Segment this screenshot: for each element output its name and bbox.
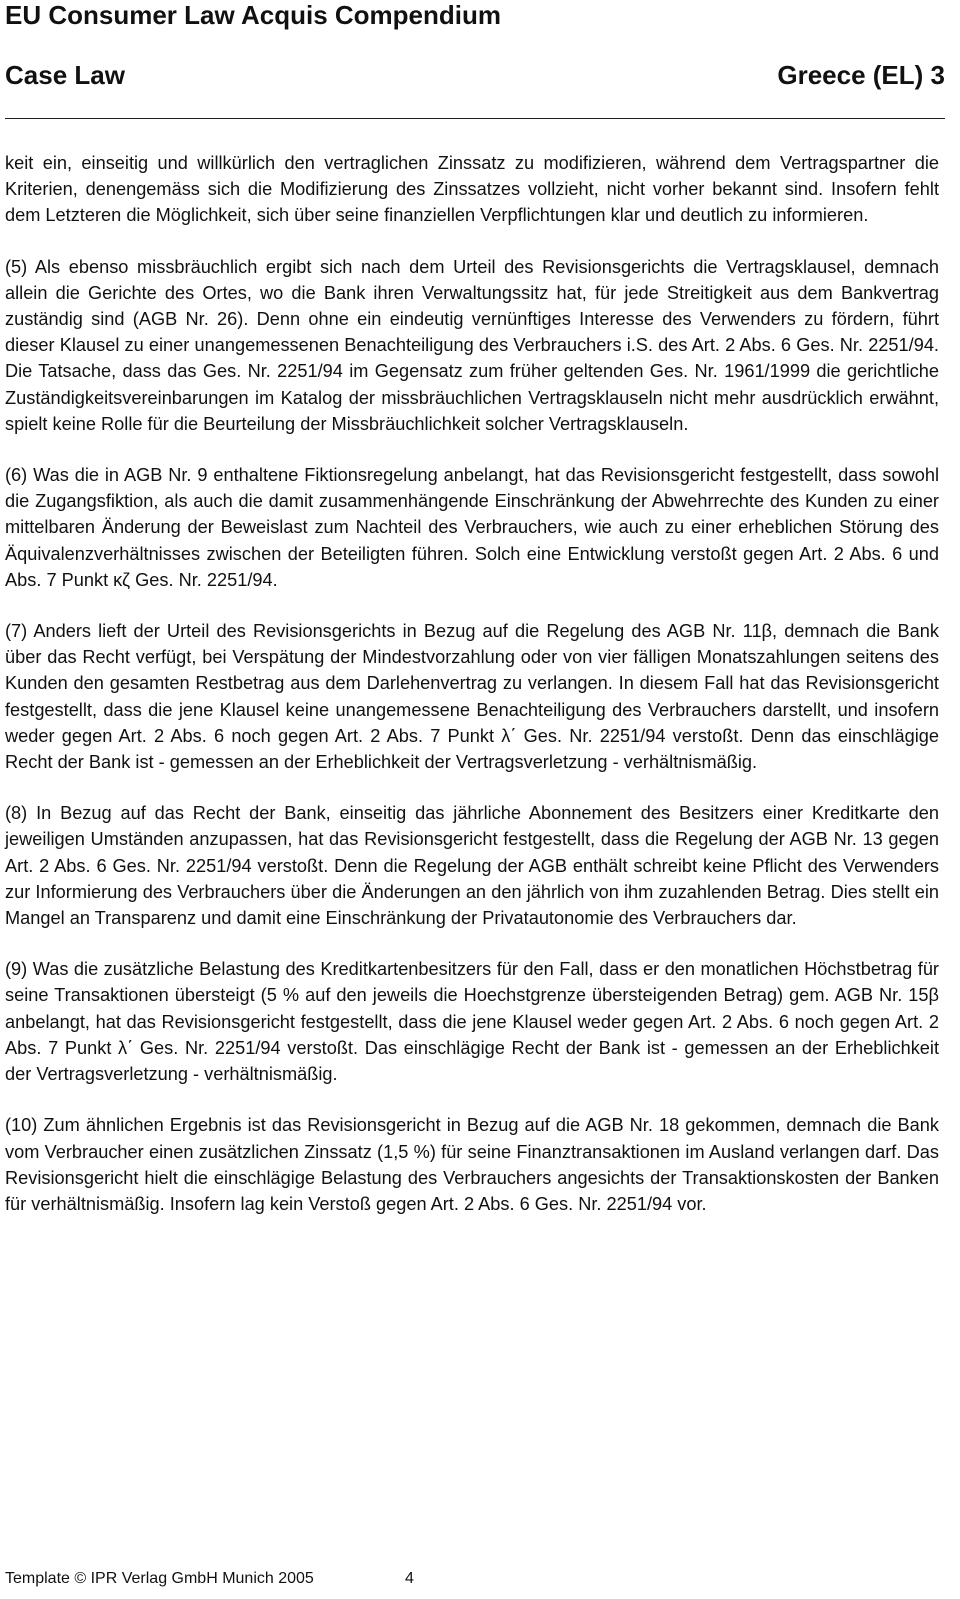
section-title: Case Law bbox=[5, 60, 125, 90]
paragraph-7: (7) Anders lieft der Urteil des Revisionsgerichts in Bezug auf die Regelung des AGB Nr. 11β, demnach die Bank über das Recht verfügt, bei Verspätung der Mindestvorzahlung oder von vier fälligen Monatszahlungen seitens des Kunden den gesamten Restbetrag aus dem Darlehenvertrag zu verlangen. In diesem Fall hat das Revisionsgericht festgestellt, dass die jene Klausel keine unangemessene Benachteiligung des Verbrauchers darstellt, und insofern weder gegen Art. 2 Abs. 6 noch gegen Art. 2 Abs. 7 Punkt λ΄ Ges. Nr. 2251/94 verstoßt. Denn das einschlägige Recht der Bank ist - gemessen an der Erheblichkeit der Vertragsverletzung - verhältnismäßig. bbox=[5, 621, 939, 773]
paragraph-continuation: keit ein, einseitig und willkürlich den vertraglichen Zinssatz zu modifizieren, während dem Vertragspartner die Kriterien, denengemäss sich die Modifizierung des Zinssatzes vollzieht, nicht vorher bekannt sind. Insofern fehlt dem Letzteren die Möglichkeit, sich über seine finanziellen Verpflichtungen klar und deutlich zu informieren. bbox=[5, 153, 939, 226]
paragraph-10: (10) Zum ähnlichen Ergebnis ist das Revisionsgericht in Bezug auf die AGB Nr. 18 gekommen, demnach die Bank vom Verbraucher einen zusätzlichen Zinssatz (1,5 %) für seine Finanztransaktionen im Ausland verlangen darf. Das Revisionsgericht hielt die einschlägige Belastung des Verbrauchers angesichts der Transaktionskosten der Banken für verhältnismäßig. Insofern lag kein Verstoß gegen Art. 2 Abs. 6 Ges. Nr. 2251/94 vor. bbox=[5, 1115, 939, 1214]
document-title: EU Consumer Law Acquis Compendium bbox=[5, 0, 501, 30]
section-header bbox=[5, 60, 945, 90]
paragraph-6: (6) Was die in AGB Nr. 9 enthaltene Fiktionsregelung anbelangt, hat das Revisionsgericht festgestellt, dass sowohl die Zugangsfiktion, als auch die damit zusammenhängende Einschränkung der Abwehrrechte des Kunden zu einer mittelbaren Änderung der Beweislast zum Nachteil des Verbrauchers, wie auch zu einer erheblichen Störung des Äquivalenzverhältnisses zwischen der Beteiligten führen. Solch eine Entwicklung verstoßt gegen Art. 2 Abs. 6 und Abs. 7 Punkt κζ Ges. Nr. 2251/94. bbox=[5, 465, 939, 590]
paragraph-5: (5) Als ebenso missbräuchlich ergibt sich nach dem Urteil des Revisionsgerichts die Vertragsklausel, demnach allein die Gerichte des Ortes, wo die Bank ihren Verwaltungssitz hat, für jede Streitigkeit aus dem Bankvertrag zuständig sind (AGB Nr. 26). Denn ohne ein eindeutig vernünftiges Interesse des Verwenders zu fördern, führt dieser Klausel zu einer unangemessenen Benachteiligung des Verbrauchers i.S. des Art. 2 Abs. 6 Ges. Nr. 2251/94. Die Tatsache, dass das Ges. Nr. 2251/94 im Gegensatz zum früher geltenden Ges. Nr. 1961/1999 die gerichtliche Zuständigkeitsvereinbarungen im Katalog der missbräuchlichen Vertragsklauseln nicht mehr ausdrücklich erwähnt, spielt keine Rolle für die Beurteilung der Missbräuchlichkeit solcher Vertragsklauseln. bbox=[5, 256, 939, 434]
paragraph-8: (8) In Bezug auf das Recht der Bank, einseitig das jährliche Abonnement des Besitzers einer Kreditkarte den jeweiligen Umständen anzupassen, hat das Revisionsgericht festgestellt, dass die Regelung der AGB Nr. 13 gegen Art. 2 Abs. 6 Ges. Nr. 2251/94 verstoßt. Denn die Regelung der AGB enthält schreibt keine Pflicht des Verwenders zur Informierung des Verbrauchers über die Änderungen an den jährlich von ihm zuzahlenden Betrag. Dies stellt ein Mangel an Transparenz und damit eine Einschränkung der Privatautonomie des Verbrauchers dar. bbox=[5, 803, 939, 929]
country-label: Greece (EL) 3 bbox=[777, 60, 945, 90]
header-divider bbox=[5, 118, 945, 119]
page-number: 4 bbox=[405, 1570, 414, 1587]
footer-copyright: Template © IPR Verlag GmbH Munich 2005 bbox=[5, 1570, 314, 1587]
paragraph-9: (9) Was die zusätzliche Belastung des Kreditkartenbesitzers für den Fall, dass er den monatlichen Höchstbetrag für seine Transaktionen übersteigt (5 % auf den jeweils die Hoechstgrenze übersteigenden Betrag) gem. AGB Nr. 15β anbelangt, hat das Revisionsgericht festgestellt, dass die jene Klausel weder gegen Art. 2 Abs. 6 noch gegen Art. 2 Abs. 7 Punkt λ΄ Ges. Nr. 2251/94 verstoßt. Das einschlägige Recht der Bank ist - gemessen an der Erheblichkeit der Vertragsverletzung - verhältnismäßig. bbox=[5, 959, 939, 1085]
document-body bbox=[5, 150, 939, 1217]
